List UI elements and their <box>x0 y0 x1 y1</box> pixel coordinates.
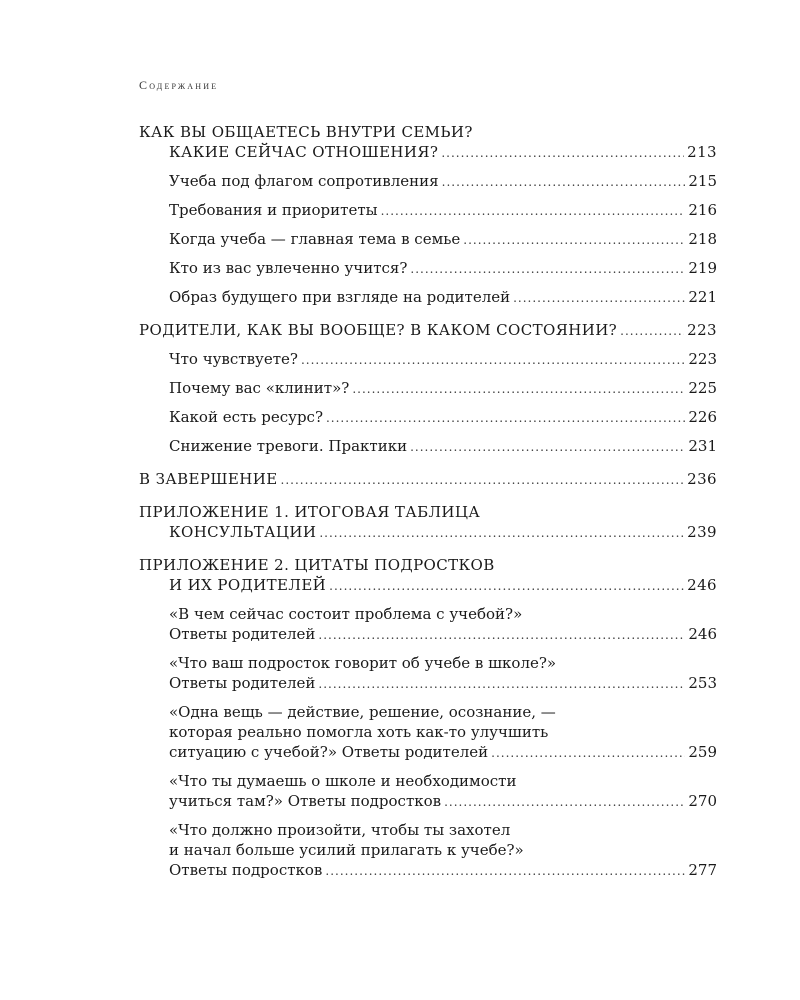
toc-entry[interactable] <box>139 171 717 192</box>
toc-entry[interactable] <box>139 820 717 881</box>
toc-entry-text: Ответы подростков <box>169 861 323 879</box>
toc-entry[interactable] <box>139 436 717 457</box>
section-heading-text: И ИХ РОДИТЕЛЕЙ <box>169 576 327 594</box>
page-number: 213 <box>687 143 717 161</box>
toc-entry-text: учиться там?» Ответы подростков <box>169 792 442 810</box>
page-number: 270 <box>688 792 717 810</box>
section-heading-text: КАКИЕ СЕЙЧАС ОТНОШЕНИЯ? <box>169 143 439 161</box>
toc-entry-text: ситуацию с учебой?» Ответы родителей <box>169 743 489 761</box>
page-number: 216 <box>688 201 717 219</box>
running-head: Содержание <box>139 78 219 92</box>
toc-entry-line: «Что должно произойти, чтобы ты захотел <box>169 821 511 839</box>
toc-entry-line <box>169 624 717 645</box>
toc-entry-text: Образ будущего при взгляде на родителей <box>169 288 511 306</box>
leader-dots <box>381 201 686 221</box>
page-number: 221 <box>688 288 717 306</box>
section-heading-line: КАК ВЫ ОБЩАЕТЕСЬ ВНУТРИ СЕМЬИ? <box>139 123 473 141</box>
toc-entry[interactable] <box>139 200 717 221</box>
leader-dots <box>620 321 684 341</box>
toc-section <box>139 555 717 881</box>
section-heading-text: КОНСУЛЬТАЦИИ <box>169 523 317 541</box>
toc-entry-line <box>169 200 717 221</box>
table-of-contents <box>139 122 717 893</box>
toc-entry-line <box>169 378 717 399</box>
toc-entry-line <box>169 407 717 428</box>
page-number: 236 <box>687 470 717 488</box>
toc-entry[interactable] <box>139 407 717 428</box>
toc-entry[interactable] <box>139 702 717 763</box>
section-heading-text: В ЗАВЕРШЕНИЕ <box>139 470 278 488</box>
toc-entry-text: Учеба под флагом сопротивления <box>169 172 439 190</box>
section-heading[interactable] <box>139 469 717 490</box>
toc-entry[interactable] <box>139 229 717 250</box>
leader-dots <box>513 288 685 308</box>
leader-dots <box>325 861 685 881</box>
toc-section <box>139 122 717 308</box>
toc-entry-line <box>169 229 717 250</box>
page-number: 246 <box>688 625 717 643</box>
page-number: 218 <box>688 230 717 248</box>
page-number: 253 <box>688 674 717 692</box>
leader-dots <box>318 674 685 694</box>
leader-dots <box>441 143 684 163</box>
section-heading-line: ПРИЛОЖЕНИЕ 2. ЦИТАТЫ ПОДРОСТКОВ <box>139 556 495 574</box>
page-number: 231 <box>688 437 717 455</box>
leader-dots <box>352 379 685 399</box>
toc-entry-text: Что чувствуете? <box>169 350 298 368</box>
leader-dots <box>444 792 685 812</box>
leader-dots <box>329 576 684 596</box>
leader-dots <box>463 230 685 250</box>
page-number: 277 <box>688 861 717 879</box>
toc-entry-text: Ответы родителей <box>169 625 316 643</box>
toc-entry-line <box>169 258 717 279</box>
toc-entry-line <box>169 860 717 881</box>
page-number: 246 <box>687 576 717 594</box>
section-heading-line: ПРИЛОЖЕНИЕ 1. ИТОГОВАЯ ТАБЛИЦА <box>139 503 481 521</box>
section-heading-line <box>139 320 717 341</box>
toc-entry-text: Ответы родителей <box>169 674 316 692</box>
page-number: 259 <box>688 743 717 761</box>
leader-dots <box>491 743 685 763</box>
leader-dots <box>326 408 685 428</box>
toc-entry-text: Кто из вас увлеченно учится? <box>169 259 408 277</box>
leader-dots <box>319 523 684 543</box>
section-heading[interactable] <box>139 122 717 163</box>
toc-entry[interactable] <box>139 258 717 279</box>
toc-entry-line: «Что ты думаешь о школе и необходимости <box>169 772 517 790</box>
toc-entry-line <box>169 436 717 457</box>
page-number: 239 <box>687 523 717 541</box>
section-heading-text: РОДИТЕЛИ, КАК ВЫ ВООБЩЕ? В КАКОМ СОСТОЯНИИ? <box>139 321 618 339</box>
toc-entry-line: и начал больше усилий прилагать к учебе?» <box>169 841 524 859</box>
page-number: 225 <box>688 379 717 397</box>
leader-dots <box>442 172 686 192</box>
toc-entry-text: Какой есть ресурс? <box>169 408 323 426</box>
leader-dots <box>410 259 685 279</box>
section-heading[interactable] <box>139 320 717 341</box>
toc-entry-line <box>169 287 717 308</box>
toc-entry[interactable] <box>139 349 717 370</box>
section-heading-line <box>139 575 717 596</box>
toc-entry[interactable] <box>139 287 717 308</box>
toc-entry-line <box>169 791 717 812</box>
toc-section <box>139 320 717 457</box>
page-number: 219 <box>688 259 717 277</box>
toc-entry[interactable] <box>139 604 717 645</box>
toc-entry-line: «Что ваш подросток говорит об учебе в школе?» <box>169 654 557 672</box>
toc-section <box>139 469 717 490</box>
toc-entry-line <box>169 673 717 694</box>
leader-dots <box>281 470 685 490</box>
toc-entry-line <box>169 742 717 763</box>
toc-entry-line <box>169 349 717 370</box>
toc-entry[interactable] <box>139 771 717 812</box>
toc-section <box>139 502 717 543</box>
toc-entry-text: Снижение тревоги. Практики <box>169 437 408 455</box>
section-heading[interactable] <box>139 555 717 596</box>
toc-entry-text: Почему вас «клинит»? <box>169 379 350 397</box>
leader-dots <box>301 350 685 370</box>
section-heading-line <box>139 142 717 163</box>
leader-dots <box>410 437 685 457</box>
section-heading-line <box>139 522 717 543</box>
toc-entry-line: которая реально помогла хоть как-то улучшить <box>169 723 549 741</box>
page-number: 223 <box>688 350 717 368</box>
toc-entry-line <box>169 171 717 192</box>
toc-entry-text: Требования и приоритеты <box>169 201 378 219</box>
page-number: 215 <box>688 172 717 190</box>
leader-dots <box>318 625 685 645</box>
toc-entry-line: «В чем сейчас состоит проблема с учебой?» <box>169 605 523 623</box>
toc-entry-line: «Одна вещь — действие, решение, осознание, — <box>169 703 556 721</box>
page-number: 223 <box>687 321 717 339</box>
page-number: 226 <box>688 408 717 426</box>
section-heading-line <box>139 469 717 490</box>
section-heading[interactable] <box>139 502 717 543</box>
toc-entry[interactable] <box>139 378 717 399</box>
toc-entry-text: Когда учеба — главная тема в семье <box>169 230 461 248</box>
toc-entry[interactable] <box>139 653 717 694</box>
